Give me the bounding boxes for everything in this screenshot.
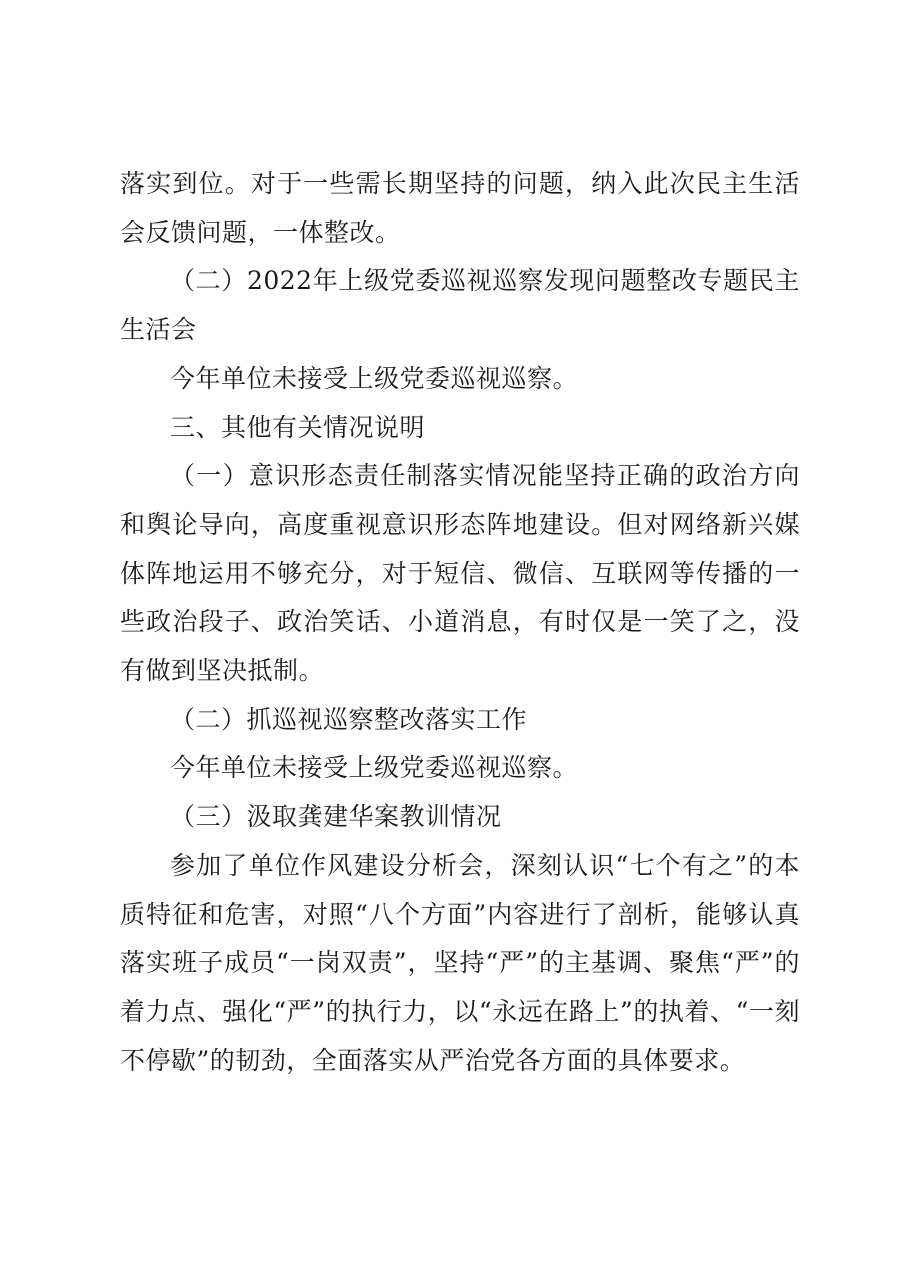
document-body (120, 160, 800, 1085)
paragraph-lessons-learned: 参加了单位作风建设分析会，深刻认识“七个有之”的本质特征和危害，对照“八个方面”内容进行了剖析，能够认真落实班子成员“一岗双责”，坚持“严”的主基调、聚焦“严”的着力点、强化“严”的执行力，以“永远在路上”的执着、“一刻不停歇”的韧劲，全面落实从严治党各方面的具体要求。 (120, 850, 800, 1075)
paragraph-no-inspection-2: 今年单位未接受上级党委巡视巡察。 (170, 753, 579, 783)
paragraph-continuation: 落实到位。对于一些需长期坚持的问题，纳入此次民主生活会反馈问题，一体整改。 (120, 169, 800, 247)
paragraph-no-inspection-1: 今年单位未接受上级党委巡视巡察。 (170, 363, 579, 393)
section-heading-3-2: （二）抓巡视巡察整改落实工作 (170, 704, 528, 734)
section-heading-3-3: （三）汲取龚建华案教训情况 (170, 802, 502, 832)
paragraph-ideology-responsibility: （一）意识形态责任制落实情况能坚持正确的政治方向和舆论导向，高度重视意识形态阵地建设。但对网络新兴媒体阵地运用不够充分，对于短信、微信、互联网等传播的一些政治段子、政治笑话、小道消息，有时仅是一笑了之，没有做到坚决抵制。 (120, 461, 800, 686)
section-heading-3: 三、其他有关情况说明 (170, 412, 426, 442)
section-heading-2-2: （二）2022年上级党委巡视巡察发现问题整改专题民主生活会 (120, 266, 800, 345)
